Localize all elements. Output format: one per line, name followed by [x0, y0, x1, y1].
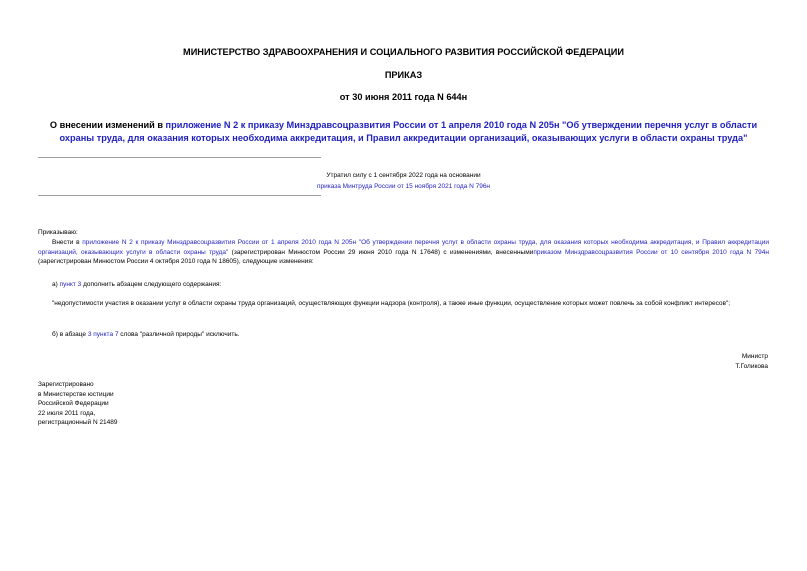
signature-name: Т.Голикова	[735, 362, 768, 370]
item-a	[52, 280, 221, 290]
quote-paragraph: "недопустимости участия в оказании услуг в области охраны труда организаций, осуществляющих функции надзора (контроля), а также иные функции, осуществление которых может повлечь за собой конфликт интересов";	[52, 300, 731, 307]
title-link[interactable]: приложение N 2 к приказу Минздравсоцразвития России от 1 апреля 2010 года N 205н "Об утверждении перечня услуг в области охраны труда, для оказания которых необходима аккредитация, и Правил аккредитации организаций, оказывающих услуги в области охраны труда"	[59, 120, 758, 143]
registration-line: регистрационный N 21489	[38, 419, 118, 426]
registration-block	[38, 380, 118, 428]
date-number-heading: от 30 июня 2011 года N 644н	[339, 92, 468, 102]
paragraph-main	[38, 238, 769, 267]
item-b-link-p7[interactable]: пункта 7	[93, 331, 119, 338]
signature-position: Министр	[741, 353, 768, 360]
document-title	[36, 119, 771, 144]
lost-force-line: Утратил силу с 1 сентября 2022 года на основании	[326, 172, 481, 179]
order-word: Приказываю:	[38, 229, 78, 236]
p1-tail: (зарегистрирован Минюстом России 4 октября 2010 года N 18605), следующие изменения:	[38, 258, 314, 265]
signature-block	[600, 352, 768, 371]
lost-force-link[interactable]: приказа Минтруда России от 15 ноября 2021 года N 796н	[316, 183, 491, 190]
item-a-link[interactable]: пункт 3	[59, 281, 82, 288]
item-a-tail: дополнить абзацем следующего содержания:	[81, 281, 222, 288]
p1-mid: (зарегистрирован Минюстом России 29 июня 2010 года N 17648) с изменениями, внесенными	[228, 248, 534, 256]
divider-bottom	[38, 195, 321, 196]
registration-line: в Министерстве юстиции	[38, 390, 114, 398]
p1-lead: Внести в	[52, 239, 83, 246]
ministry-heading: МИНИСТЕРСТВО ЗДРАВООХРАНЕНИЯ И СОЦИАЛЬНОГО РАЗВИТИЯ РОССИЙСКОЙ ФЕДЕРАЦИИ	[183, 47, 624, 57]
item-b-link-3[interactable]: 3	[87, 331, 92, 338]
item-b	[52, 330, 240, 340]
item-b-tail: слова "различной природы" исключить.	[118, 331, 240, 338]
divider-top	[38, 157, 321, 158]
registration-line: 22 июля 2011 года,	[38, 409, 96, 417]
registration-line: Российской Федерации	[38, 400, 109, 407]
title-prefix: О внесении изменений в	[49, 120, 166, 130]
item-a-lead: а)	[52, 281, 60, 288]
p1-link-order-794n[interactable]: приказом Минздравсоцразвития России от 10 сентября 2010 года N 794н	[533, 248, 769, 256]
item-b-lead: б) в абзаце	[52, 331, 88, 338]
registration-line: Зарегистрировано	[38, 381, 94, 388]
p1-link-order-205n[interactable]: приложение N 2 к приказу Минздравсоцразвития России от 1 апреля 2010 года N 205н "Об утверждении перечня услуг в области охраны труда, для оказания которых необходима аккредитация, и Правил аккредитации организаций, оказывающих услуги в области охраны труда"	[38, 239, 769, 256]
lost-force-note	[38, 170, 769, 192]
doc-type-heading: ПРИКАЗ	[384, 70, 423, 80]
